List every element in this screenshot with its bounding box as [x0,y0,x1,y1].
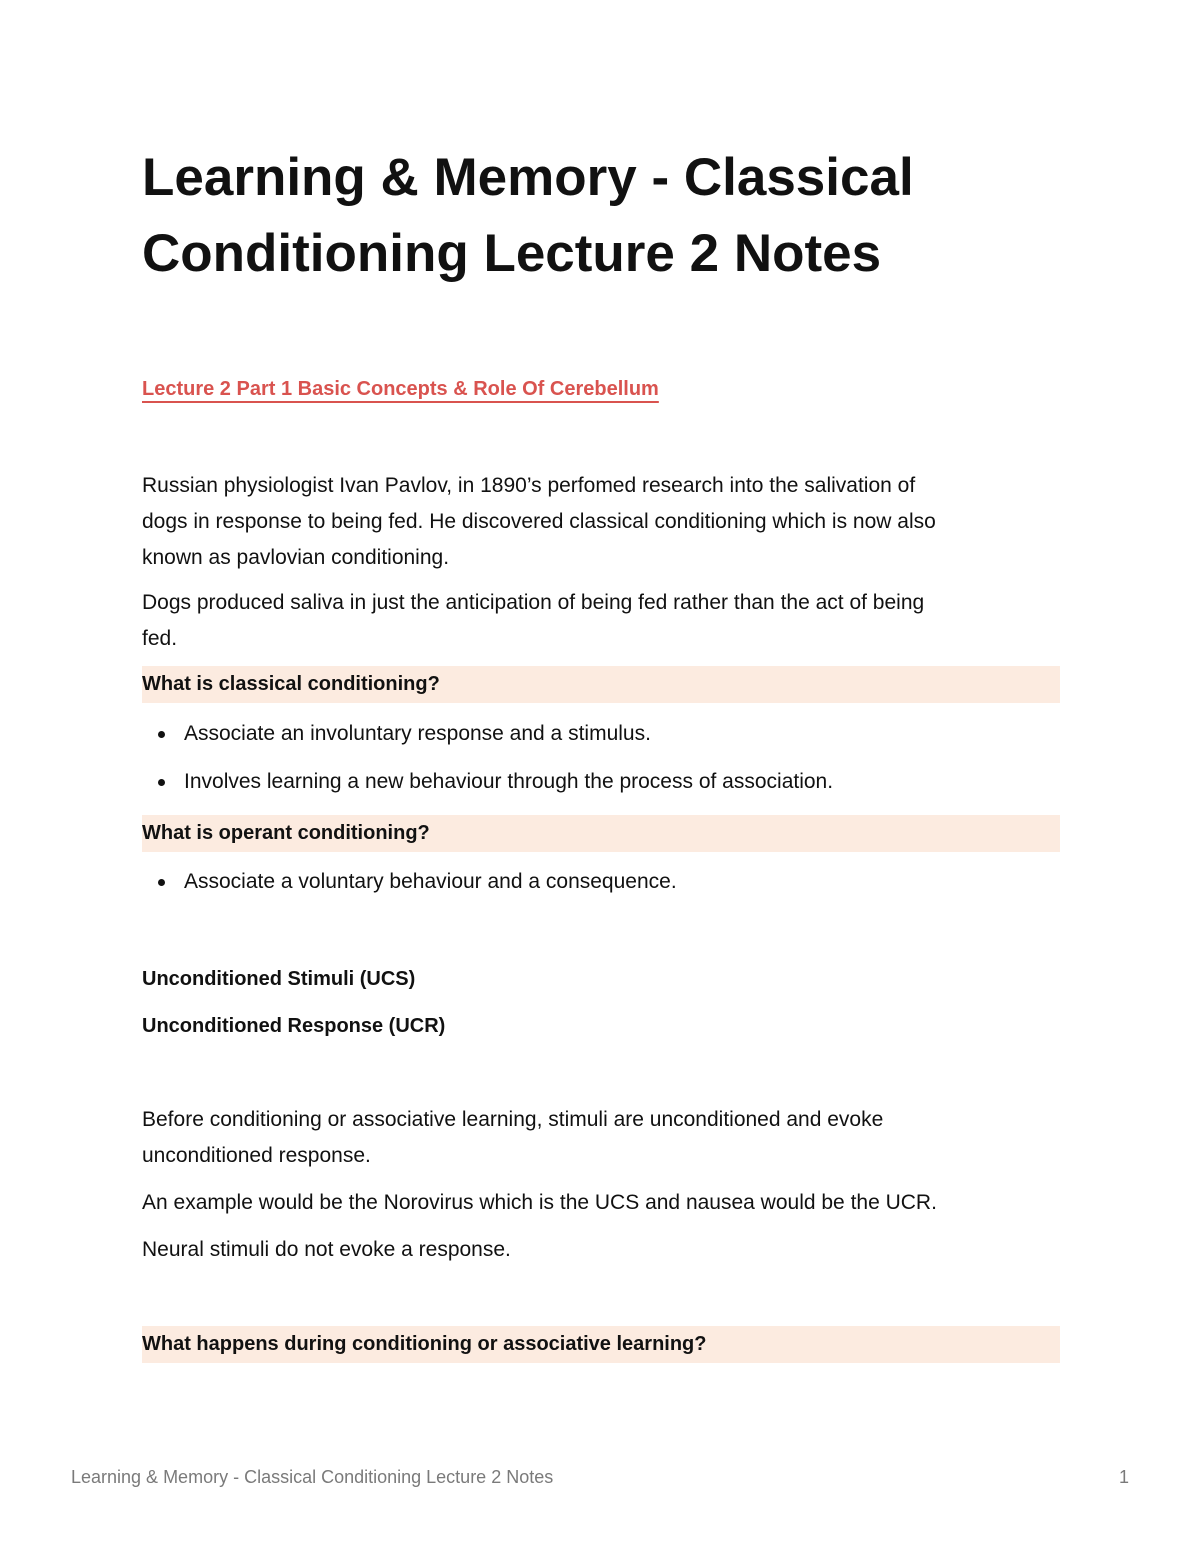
document-body [142,140,1060,1355]
intro-line-2: dogs in response to being fed. He discovered classical conditioning which is now also [142,510,936,533]
term-ucr: Unconditioned Response (UCR) [142,1015,446,1037]
list-item [142,716,1042,752]
intro-paragraph [142,468,1042,576]
dogs-paragraph [142,585,1042,657]
question-heading: What happens during conditioning or associative learning? [142,1333,707,1355]
dogs-line-1: Dogs produced saliva in just the anticipation of being fed rather than the act of being [142,591,925,614]
list-item-text: Associate an involuntary response and a stimulus. [184,722,651,745]
operant-conditioning-question [142,815,1060,852]
before-conditioning-paragraph [142,1102,1042,1174]
list-item [142,764,1042,800]
intro-line-3: known as pavlovian conditioning. [142,546,450,569]
list-item [142,864,1042,900]
neural-stimuli-paragraph: Neural stimuli do not evoke a response. [142,1238,511,1261]
bullet-icon [158,779,165,786]
before-line-1: Before conditioning or associative learning, stimuli are unconditioned and evoke [142,1108,884,1131]
term-ucs: Unconditioned Stimuli (UCS) [142,968,416,990]
question-heading: What is operant conditioning? [142,822,430,844]
dogs-line-2: fed. [142,627,178,650]
title-line-2: Conditioning Lecture 2 Notes [142,224,882,283]
intro-line-1: Russian physiologist Ivan Pavlov, in 1890’s perfomed research into the salivation of [142,474,916,497]
bullet-icon [158,879,165,886]
list-item-text: Associate a voluntary behaviour and a consequence. [184,870,677,893]
section-heading: Lecture 2 Part 1 Basic Concepts & Role Of Cerebellum [142,378,659,400]
bullet-icon [158,731,165,738]
before-line-2: unconditioned response. [142,1144,371,1167]
document-title [142,140,1060,292]
page-number: 1 [1119,1467,1130,1487]
footer-title: Learning & Memory - Classical Conditioning Lecture 2 Notes [71,1467,554,1487]
example-paragraph: An example would be the Norovirus which is the UCS and nausea would be the UCR. [142,1191,937,1214]
list-item-text: Involves learning a new behaviour through the process of association. [184,770,834,793]
title-line-1: Learning & Memory - Classical [142,148,914,207]
question-heading: What is classical conditioning? [142,673,440,695]
classical-conditioning-question [142,666,1060,703]
associative-learning-question [142,1326,1060,1363]
